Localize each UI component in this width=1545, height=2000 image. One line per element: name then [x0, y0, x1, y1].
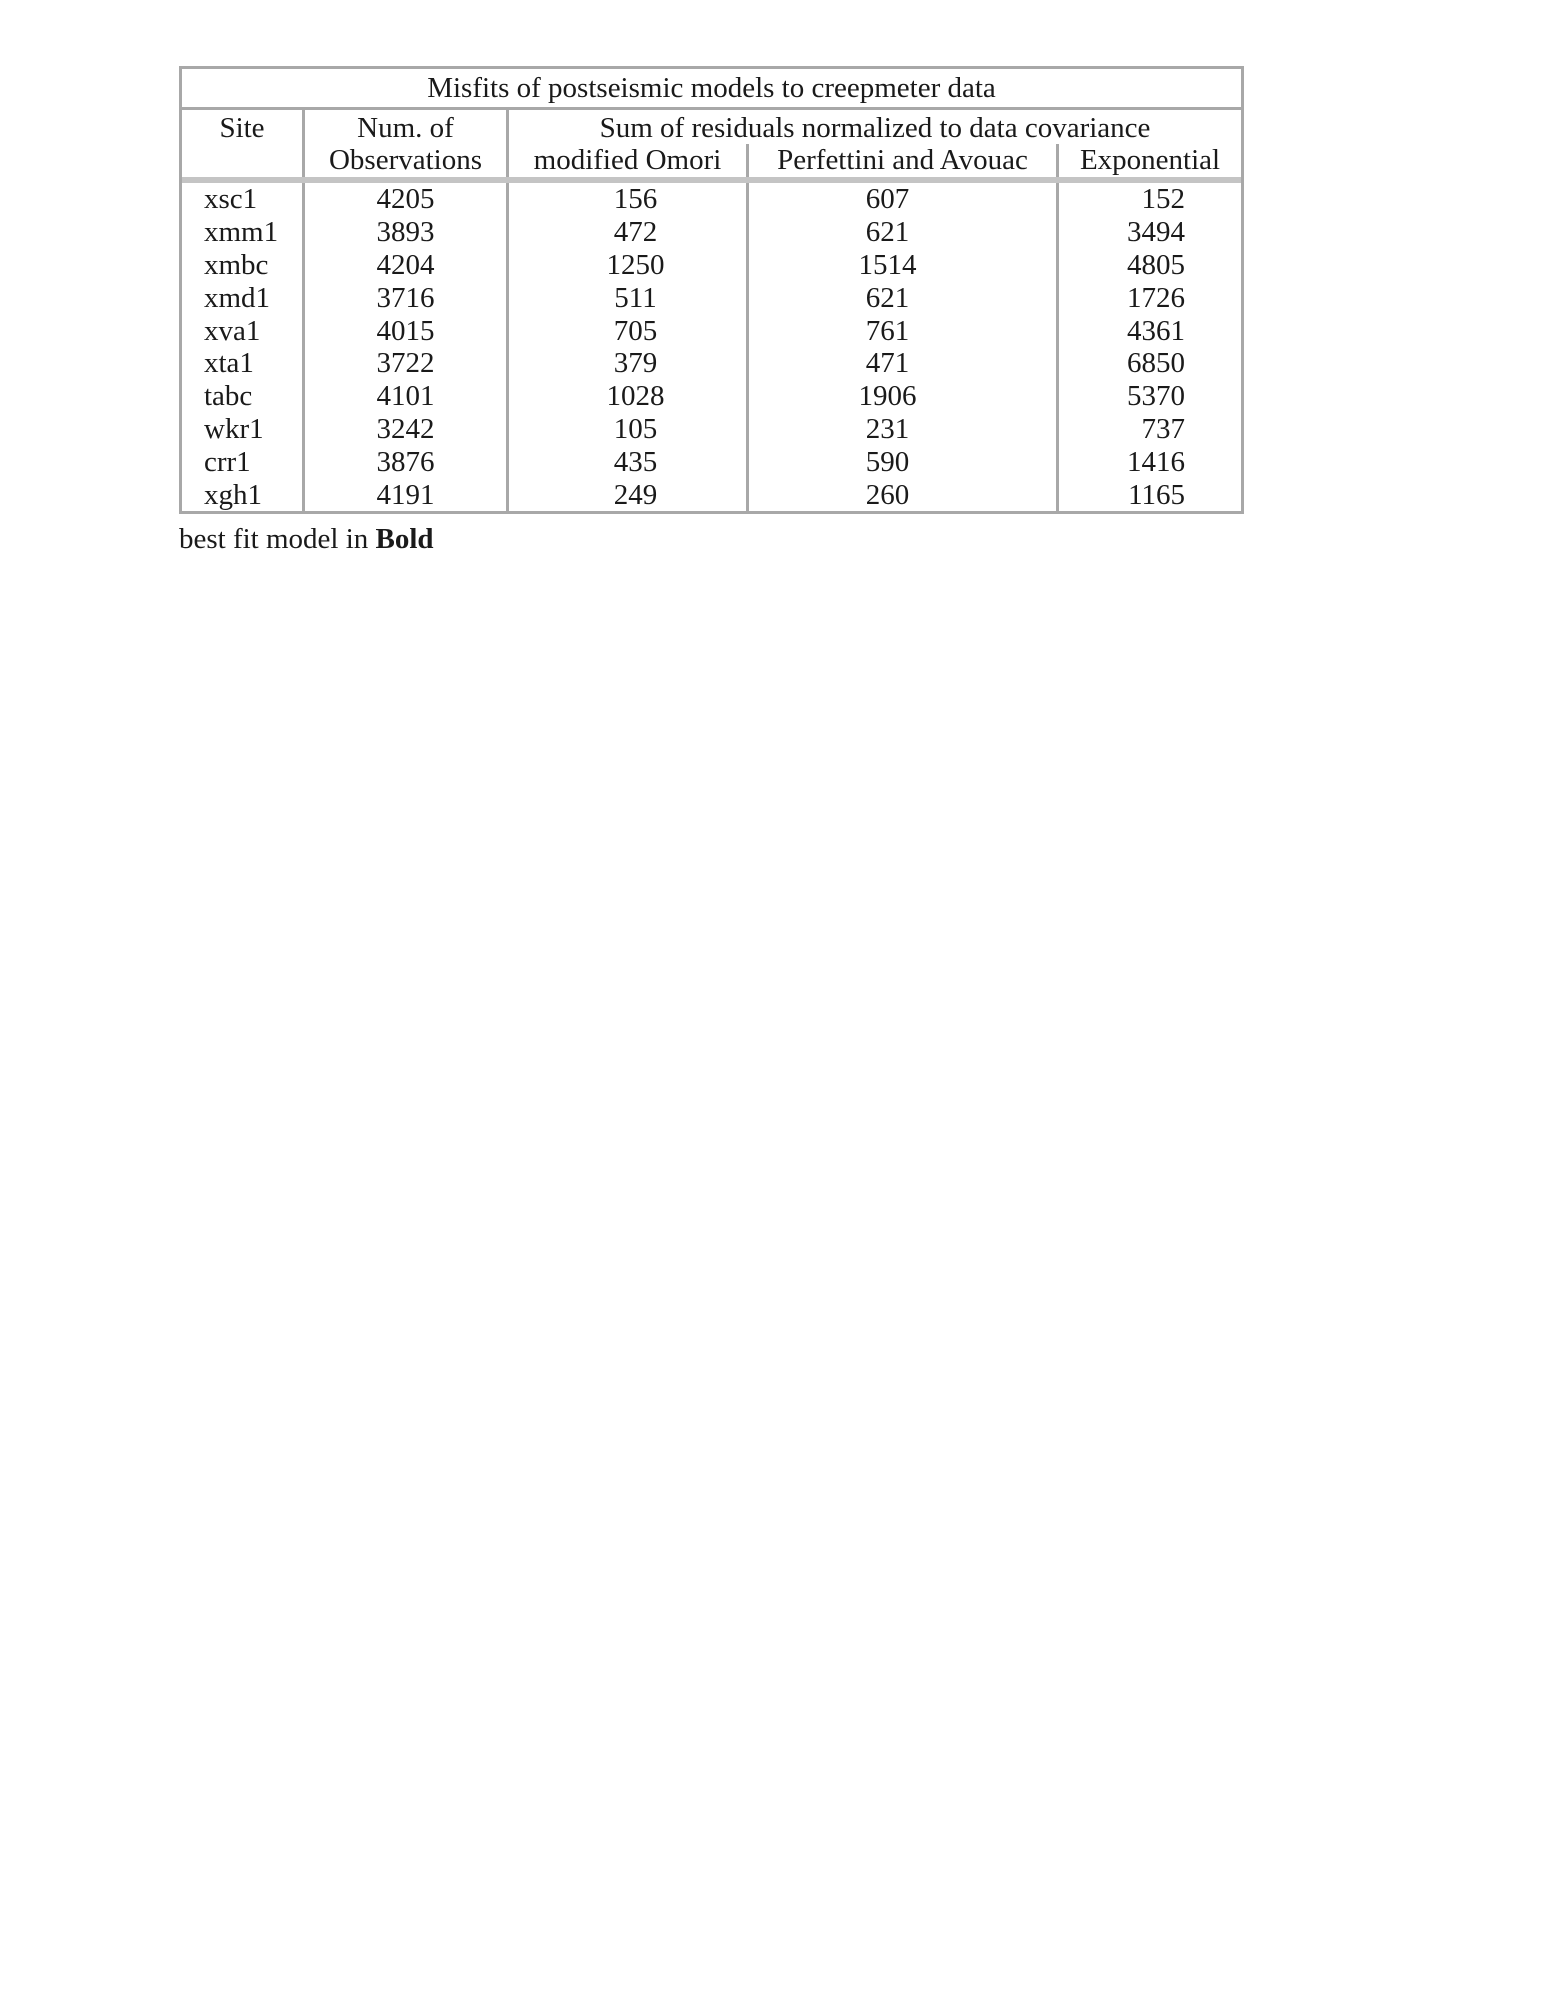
cell-site: wkr1	[181, 413, 304, 446]
footnote-bold: Bold	[375, 523, 434, 555]
header-perfettini-avouac: Perfettini and Avouac	[748, 144, 1058, 177]
cell-site: tabc	[181, 380, 304, 413]
cell-modified-omori: 1028	[508, 380, 748, 413]
table-caption: Misfits of postseismic models to creepmeter data	[181, 68, 1243, 109]
cell-exponential: 152	[1141, 183, 1186, 216]
table-row	[181, 347, 1243, 380]
cell-modified-omori: 105	[508, 413, 748, 446]
cell-modified-omori: 156	[508, 183, 748, 216]
cell-perfettini-avouac: 231	[748, 413, 1058, 446]
cell-exponential: 1165	[1128, 478, 1186, 511]
cell-observations: 3722	[304, 347, 508, 380]
cell-observations: 3716	[304, 281, 508, 314]
cell-modified-omori: 511	[508, 281, 748, 314]
cell-site: xsc1	[181, 183, 304, 216]
cell-site: xmd1	[181, 281, 304, 314]
cell-perfettini-avouac: 590	[748, 445, 1058, 478]
cell-observations: 4101	[304, 380, 508, 413]
cell-modified-omori: 1250	[508, 249, 748, 282]
footnote-text: best fit model in	[179, 523, 376, 555]
cell-observations: 3893	[304, 216, 508, 249]
cell-exponential: 737	[1141, 412, 1186, 445]
cell-observations: 4191	[304, 478, 508, 512]
cell-site: xta1	[181, 347, 304, 380]
table-row	[181, 445, 1243, 478]
cell-observations: 3876	[304, 445, 508, 478]
table-row	[181, 380, 1243, 413]
misfit-table	[179, 66, 1244, 514]
cell-perfettini-avouac: 621	[748, 281, 1058, 314]
table-row	[181, 249, 1243, 282]
cell-exponential: 6850	[1127, 347, 1186, 380]
header-modified-omori: modified Omori	[508, 144, 748, 177]
cell-observations: 4205	[304, 183, 508, 216]
header-site-blank	[181, 144, 304, 177]
cell-site: crr1	[181, 445, 304, 478]
table-body	[181, 183, 1243, 512]
cell-observations: 4015	[304, 314, 508, 347]
cell-exponential: 4805	[1127, 248, 1186, 281]
cell-modified-omori: 472	[508, 216, 748, 249]
cell-exponential: 3494	[1127, 216, 1186, 249]
table-row	[181, 183, 1243, 216]
cell-exponential: 1726	[1127, 281, 1186, 314]
cell-perfettini-avouac: 471	[748, 347, 1058, 380]
cell-exponential: 5370	[1127, 380, 1186, 413]
table-row	[181, 216, 1243, 249]
cell-site: xmbc	[181, 249, 304, 282]
cell-site: xva1	[181, 314, 304, 347]
cell-perfettini-avouac: 1514	[748, 249, 1058, 282]
footnote	[179, 522, 434, 556]
cell-observations: 3242	[304, 413, 508, 446]
cell-observations: 4204	[304, 249, 508, 282]
cell-exponential: 4361	[1127, 314, 1186, 347]
cell-modified-omori: 435	[508, 445, 748, 478]
cell-modified-omori: 379	[508, 347, 748, 380]
misfit-table-container	[179, 66, 1241, 514]
cell-site: xmm1	[181, 216, 304, 249]
table-row	[181, 281, 1243, 314]
header-exponential: Exponential	[1079, 144, 1221, 176]
cell-perfettini-avouac: 621	[748, 216, 1058, 249]
table-row	[181, 478, 1243, 512]
header-group: Sum of residuals normalized to data covariance	[599, 112, 1151, 144]
header-site: Site	[181, 109, 304, 145]
cell-perfettini-avouac: 607	[748, 183, 1058, 216]
header-obs-line1: Num. of	[304, 109, 508, 145]
cell-modified-omori: 705	[508, 314, 748, 347]
cell-site: xgh1	[181, 478, 304, 512]
table-row	[181, 413, 1243, 446]
cell-perfettini-avouac: 761	[748, 314, 1058, 347]
table-row	[181, 314, 1243, 347]
cell-perfettini-avouac: 1906	[748, 380, 1058, 413]
cell-modified-omori: 249	[508, 478, 748, 512]
cell-exponential: 1416	[1127, 445, 1186, 478]
header-obs-line2: Observations	[304, 144, 508, 177]
cell-perfettini-avouac: 260	[748, 478, 1058, 512]
